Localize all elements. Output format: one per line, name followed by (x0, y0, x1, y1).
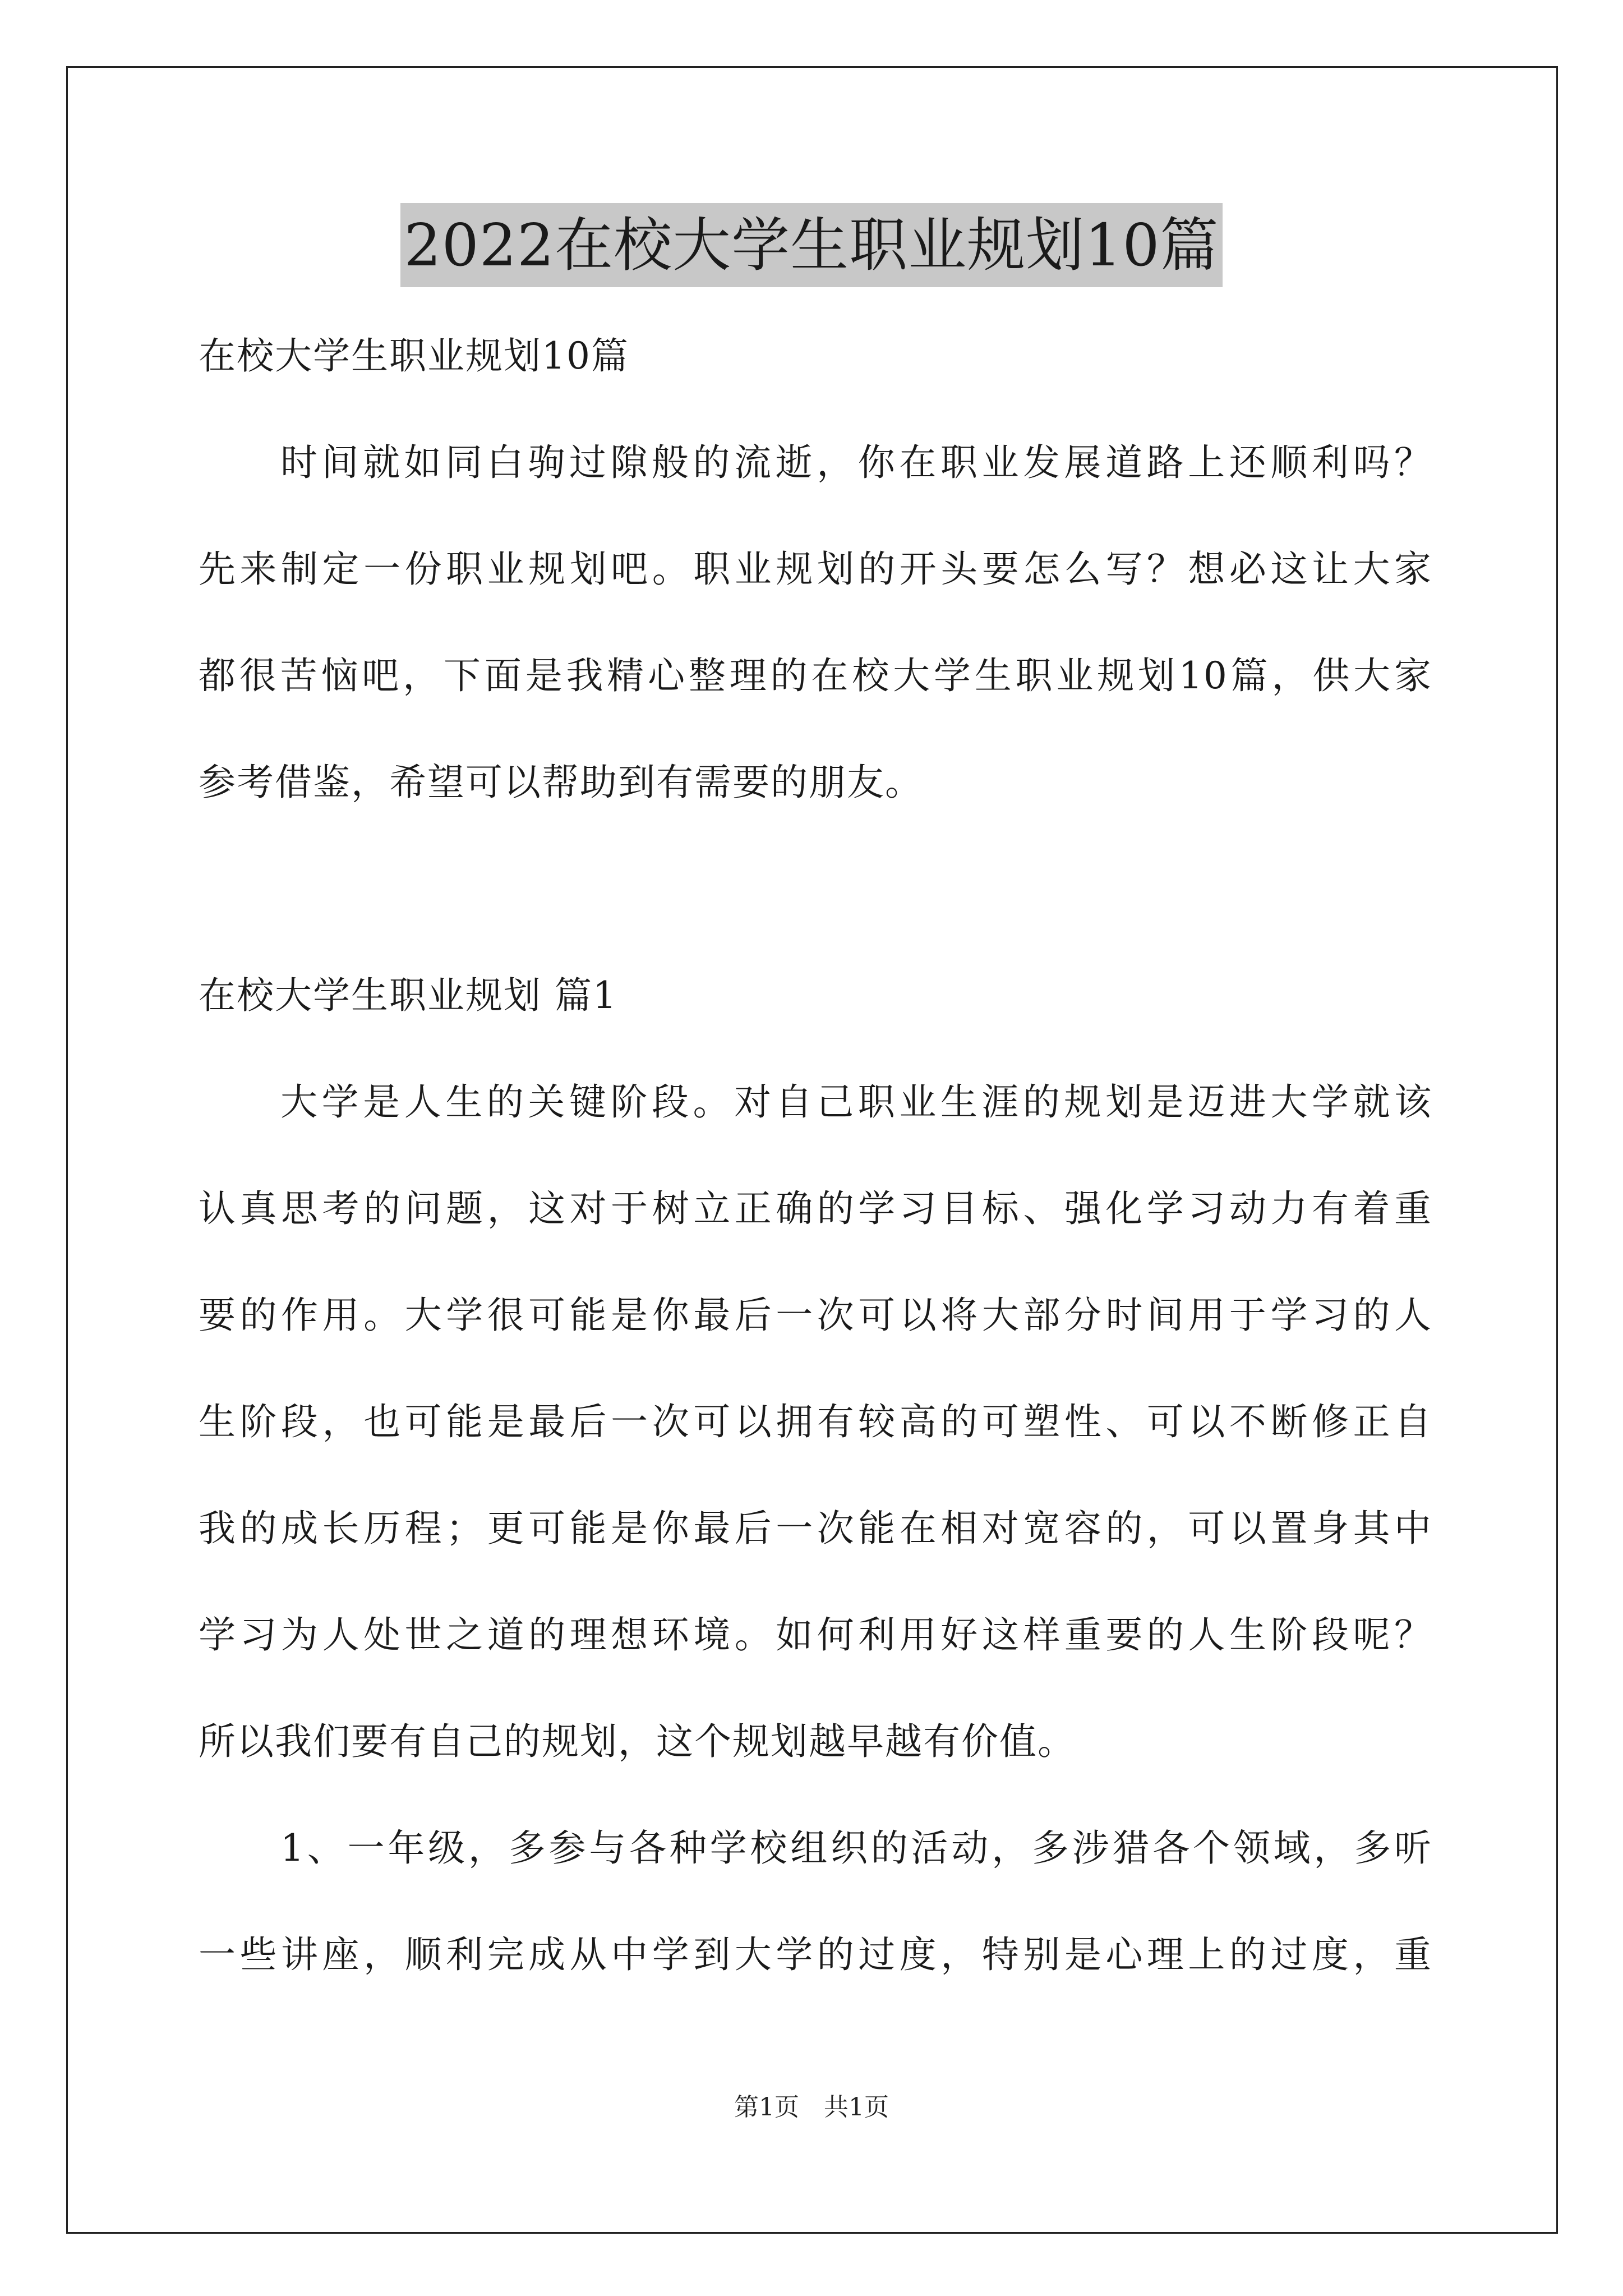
paragraph-line: 我的成长历程；更可能是你最后一次能在相对宽容的，可以置身其中 (199, 1507, 1432, 1550)
document-subtitle: 在校大学生职业规划10篇 (199, 334, 629, 378)
paragraph-line: 1、一年级，多参与各种学校组织的活动，多涉猎各个领域，多听 (280, 1826, 1432, 1870)
document-body (199, 303, 1432, 2008)
intro-line: 参考借鉴，希望可以帮助到有需要的朋友。 (199, 761, 923, 804)
paragraph-line: 认真思考的问题，这对于树立正确的学习目标、强化学习动力有着重 (199, 1187, 1432, 1230)
title-container (0, 203, 1623, 287)
paragraph-line: 大学是人生的关键阶段。对自己职业生涯的规划是迈进大学就该 (280, 1080, 1432, 1124)
paragraph-line: 学习为人处世之道的理想环境。如何利用好这样重要的人生阶段呢？ (199, 1613, 1432, 1657)
paragraph-gap (199, 836, 1432, 942)
paragraph-line: 要的作用。大学很可能是你最后一次可以将大部分时间用于学习的人 (199, 1294, 1432, 1337)
paragraph-line: 生阶段，也可能是最后一次可以拥有较高的可塑性、可以不断修正自 (199, 1400, 1432, 1443)
intro-line: 时间就如同白驹过隙般的流逝，你在职业发展道路上还顺利吗？ (280, 441, 1432, 484)
section-heading: 在校大学生职业规划 篇1 (199, 974, 617, 1017)
intro-line: 都很苦恼吧，下面是我精心整理的在校大学生职业规划10篇，供大家 (199, 654, 1432, 697)
page-footer: 第1页 共1页 (734, 2093, 889, 2122)
paragraph-line: 所以我们要有自己的规划，这个规划越早越有价值。 (199, 1720, 1076, 1763)
document-title: 2022在校大学生职业规划10篇 (400, 203, 1222, 287)
intro-line: 先来制定一份职业规划吧。职业规划的开头要怎么写？想必这让大家 (199, 547, 1432, 591)
paragraph-line: 一些讲座，顺利完成从中学到大学的过度，特别是心理上的过度，重 (199, 1933, 1432, 1976)
